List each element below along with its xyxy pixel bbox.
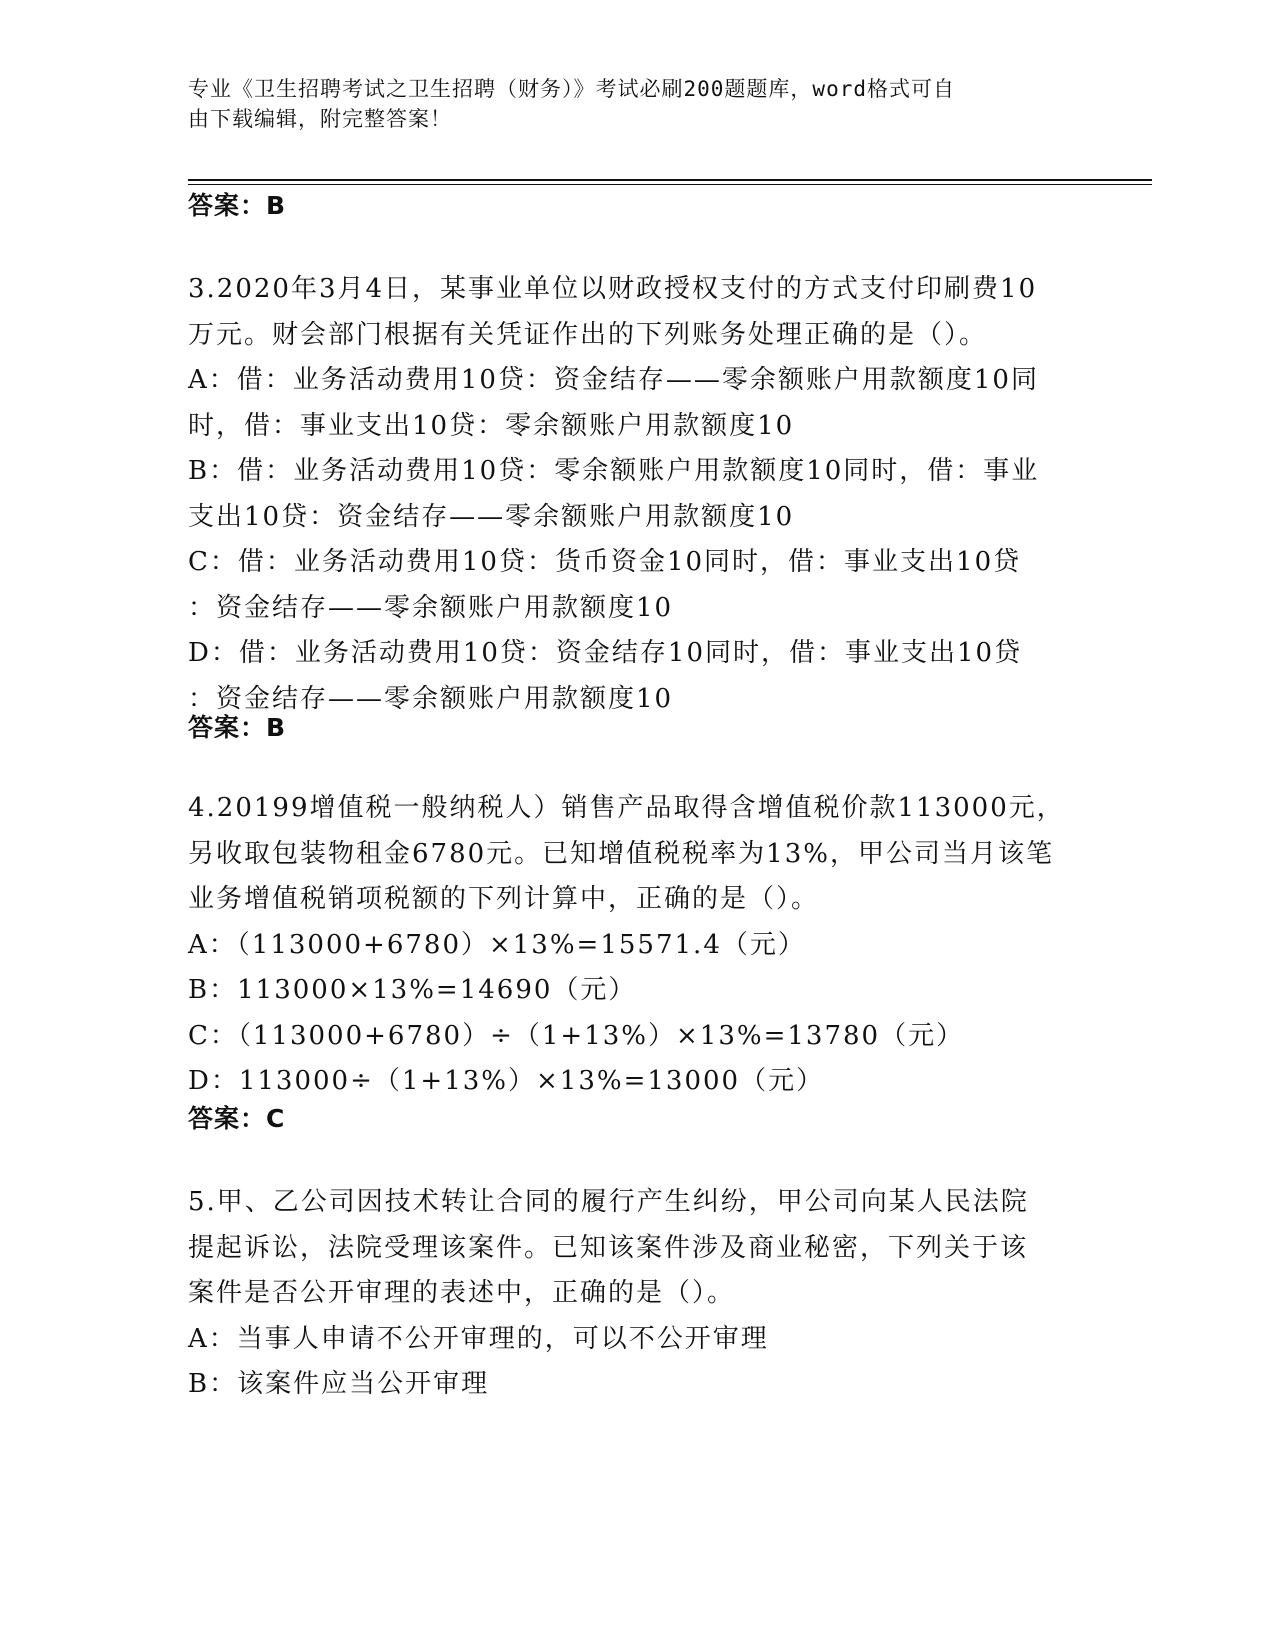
option-a-line: A：当事人申请不公开审理的，可以不公开审理 (188, 1323, 769, 1354)
option-b-line: B：借：业务活动费用10贷：零余额账户用款额度10同时，借：事业 (188, 456, 1040, 486)
answer-q4: 答案：C (188, 1104, 286, 1133)
question-5-stem-line: 提起诉讼，法院受理该案件。已知该案件涉及商业秘密，下列关于该 (188, 1232, 1029, 1263)
option-d-line: ：资金结存——零余额账户用款额度10 (188, 683, 674, 714)
answer-q2: 答案：B (188, 191, 287, 220)
question-4-stem-line: 业务增值税销项税额的下列计算中，正确的是（）。 (188, 884, 820, 914)
option-c-line: C：（113000+6780）÷（1+13%）×13%=13780（元） (188, 1020, 965, 1051)
question-3 (188, 267, 1088, 722)
option-c-line: ：资金结存——零余额账户用款额度10 (188, 592, 674, 623)
question-4-stem-line: 4.20199增值税一般纳税人）销售产品取得含增值税价款113000元， (188, 793, 1065, 823)
answer-q3: 答案：B (188, 713, 287, 742)
header-divider-thick (188, 179, 1152, 181)
question-3-stem-line: 万元。财会部门根据有关凭证作出的下列账务处理正确的是（）。 (188, 319, 988, 350)
question-5-stem-line: 案件是否公开审理的表述中，正确的是（）。 (188, 1278, 736, 1308)
option-d-line: D：借：业务活动费用10贷：资金结存10同时，借：事业支出10贷 (188, 638, 1023, 668)
question-5 (188, 1180, 1088, 1408)
option-b-line: B：该案件应当公开审理 (188, 1369, 490, 1399)
option-b-line: 支出10贷：资金结存——零余额账户用款额度10 (188, 501, 795, 532)
header-line-2: 由下载编辑，附完整答案！ (188, 107, 452, 131)
option-a-line: 时，借：事业支出10贷：零余额账户用款额度10 (188, 410, 795, 441)
option-c-line: C：借：业务活动费用10贷：货币资金10同时，借：事业支出10贷 (188, 547, 1022, 577)
header-divider-thin (188, 184, 1152, 185)
option-a-line: A：借：业务活动费用10贷：资金结存——零余额账户用款额度10同 (188, 365, 1039, 395)
header-line-1: 专业《卫生招聘考试之卫生招聘（财务）》考试必刷200题题库，word格式可自 (188, 77, 955, 101)
page-header (188, 74, 1068, 134)
option-b-line: B：113000×13%=14690（元） (188, 975, 637, 1005)
question-4-stem-line: 另收取包装物租金6780元。已知增值税税率为13%，甲公司当月该笔 (188, 838, 1054, 869)
question-4 (188, 786, 1088, 1105)
question-5-stem-line: 5.甲、乙公司因技术转让合同的履行产生纠纷，甲公司向某人民法院 (188, 1187, 1029, 1217)
option-d-line: D：113000÷（1+13%）×13%=13000（元） (188, 1066, 825, 1096)
question-3-stem-line: 3.2020年3月4日，某事业单位以财政授权支付的方式支付印刷费10 (188, 274, 1038, 304)
option-a-line: A：（113000+6780）×13%=15571.4（元） (188, 929, 806, 960)
